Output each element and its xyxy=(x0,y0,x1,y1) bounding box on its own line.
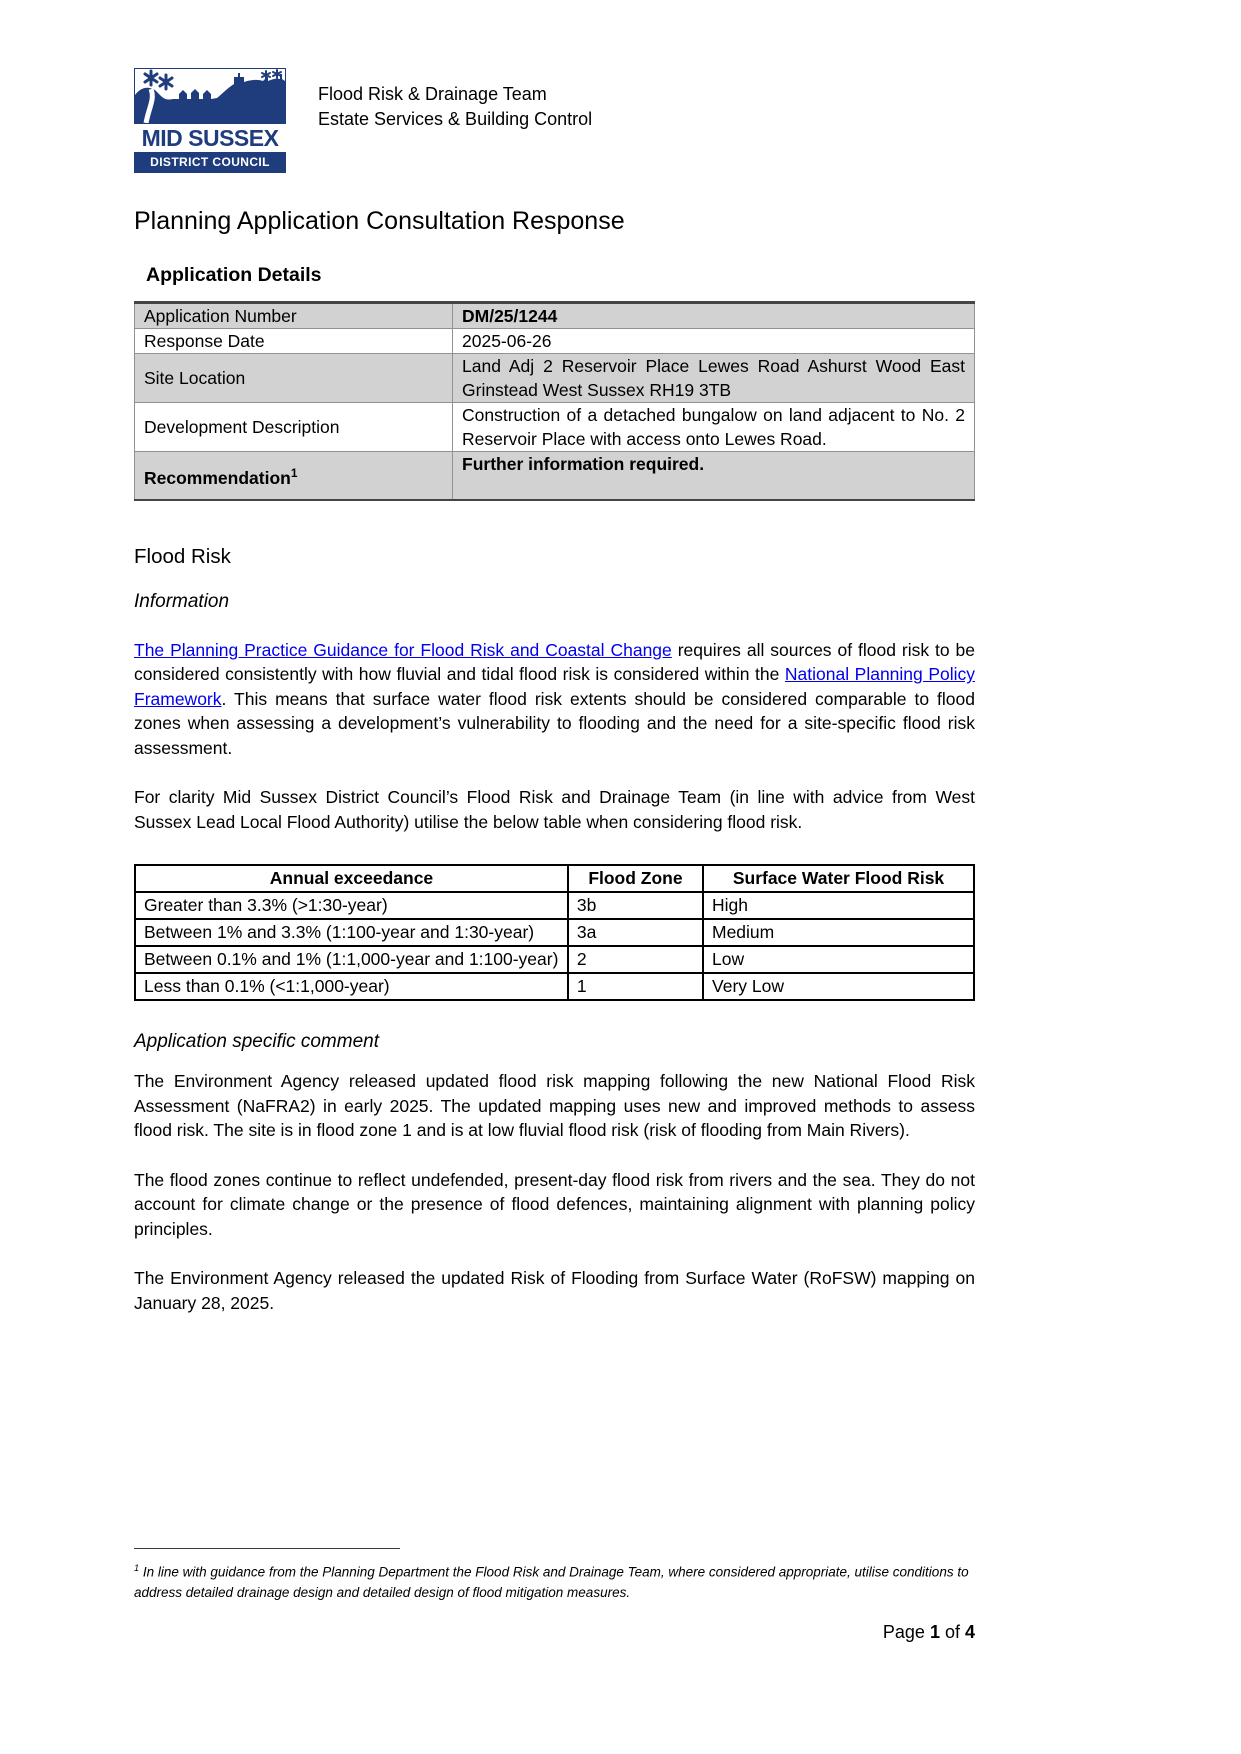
page-current: 1 xyxy=(929,1622,940,1642)
table-cell: 1 xyxy=(568,973,703,1000)
information-paragraph-2: For clarity Mid Sussex District Council’s Flood Risk and Drainage Team (in line with advice from West Sussex Lead Local Flood Authority) utilise the below table when considering flood risk. xyxy=(134,787,975,832)
table-cell: Between 0.1% and 1% (1:1,000-year and 1:100-year) xyxy=(135,946,568,973)
application-number-label: Application Number xyxy=(135,303,453,329)
comment-paragraph-3: The Environment Agency released the updated Risk of Flooding from Surface Water (RoFSW) mapping on January 28, 2025. xyxy=(134,1268,975,1313)
council-logo-name: MID SUSSEX xyxy=(141,125,279,151)
table-row xyxy=(135,892,974,919)
page-total: 4 xyxy=(964,1622,975,1642)
table-cell: Less than 0.1% (<1:1,000-year) xyxy=(135,973,568,1000)
header-flood-zone: Flood Zone xyxy=(568,865,703,892)
flood-zone-table xyxy=(134,864,975,1001)
council-logo-subname: DISTRICT COUNCIL xyxy=(134,152,286,173)
table-row xyxy=(135,403,975,452)
table-cell: Greater than 3.3% (>1:30-year) xyxy=(135,892,568,919)
recommendation-value: Further information required. xyxy=(453,452,975,500)
information-heading: Information xyxy=(134,590,230,612)
flood-risk-heading: Flood Risk xyxy=(134,544,231,568)
page-word: Page xyxy=(882,1622,930,1642)
table-row xyxy=(135,919,974,946)
department-line-1: Flood Risk & Drainage Team xyxy=(318,84,547,104)
site-location-label: Site Location xyxy=(135,354,453,403)
table-row xyxy=(135,354,975,403)
information-paragraph-1 xyxy=(134,638,975,761)
footnote-text-block xyxy=(134,1558,975,1604)
nppf-link[interactable]: National Planning Policy Framework xyxy=(134,664,975,709)
page-title: Planning Application Consultation Response xyxy=(134,207,625,236)
department-lines xyxy=(318,82,592,173)
application-specific-comment-heading: Application specific comment xyxy=(134,1031,379,1053)
table-cell: Between 1% and 3.3% (1:100-year and 1:30-year) xyxy=(135,919,568,946)
department-line-2: Estate Services & Building Control xyxy=(318,109,593,129)
ppg-flood-risk-link[interactable]: The Planning Practice Guidance for Flood Risk and Coastal Change xyxy=(134,639,672,660)
table-cell: 3b xyxy=(568,892,703,919)
table-row xyxy=(135,303,975,329)
site-location-value: Land Adj 2 Reservoir Place Lewes Road Ashurst Wood East Grinstead West Sussex RH19 3TB xyxy=(453,354,975,403)
response-date-label: Response Date xyxy=(135,329,453,354)
application-number-value: DM/25/1244 xyxy=(453,303,975,329)
table-cell: Medium xyxy=(703,919,974,946)
table-row xyxy=(135,973,974,1000)
table-row xyxy=(135,329,975,354)
comment-paragraph-1: The Environment Agency released updated flood risk mapping following the new National Flood Risk Assessment (NaFRA2) in early 2025. The updated mapping uses new and improved methods to assess flood risk. The site is in flood zone 1 and is at low fluvial flood risk (risk of flooding from Main Rivers). xyxy=(134,1071,975,1141)
header-annual-exceedance: Annual exceedance xyxy=(135,865,568,892)
table-cell: Low xyxy=(703,946,974,973)
table-row xyxy=(135,452,975,500)
comment-paragraph-2: The flood zones continue to reflect undefended, present-day flood risk from rivers and the sea. They do not account for climate change or the presence of flood defences, maintaining alignment with planning policy principles. xyxy=(134,1169,975,1239)
application-details-table xyxy=(134,301,975,501)
paragraph-text: . This means that surface water flood risk extents should be considered comparable to flood zones when assessing a development’s vulnerability to flooding and the need for a site-specific flood risk assessment. xyxy=(134,688,975,758)
page-number xyxy=(883,1622,975,1643)
document-header xyxy=(134,68,975,173)
table-cell: 2 xyxy=(568,946,703,973)
table-cell: High xyxy=(703,892,974,919)
development-description-value: Construction of a detached bungalow on land adjacent to No. 2 Reservoir Place with access onto Lewes Road. xyxy=(453,403,975,452)
recommendation-label xyxy=(135,452,453,500)
council-logo xyxy=(134,68,286,173)
footnote xyxy=(134,1548,975,1604)
footnote-number: 1 xyxy=(134,1563,140,1573)
recommendation-label-text: Recommendation xyxy=(144,467,291,488)
footnote-separator xyxy=(134,1548,400,1549)
table-cell: Very Low xyxy=(703,973,974,1000)
footnote-marker: 1 xyxy=(290,465,298,480)
development-description-label: Development Description xyxy=(135,403,453,452)
response-date-value: 2025-06-26 xyxy=(453,329,975,354)
application-details-heading: Application Details xyxy=(146,264,322,287)
footnote-text: In line with guidance from the Planning Department the Flood Risk and Drainage Team, where considered appropriate, utilise conditions to address detailed drainage design and detailed design of flood mitigation measures. xyxy=(134,1564,969,1600)
council-logo-art-icon xyxy=(134,68,286,124)
table-row xyxy=(135,946,974,973)
paragraph-text: requires all sources of flood risk to be considered consistently with how fluvial and tidal flood risk is considered within the xyxy=(134,639,975,685)
header-surface-water-flood-risk: Surface Water Flood Risk xyxy=(703,865,974,892)
table-cell: 3a xyxy=(568,919,703,946)
of-word: of xyxy=(939,1622,965,1642)
table-header-row xyxy=(135,865,974,892)
